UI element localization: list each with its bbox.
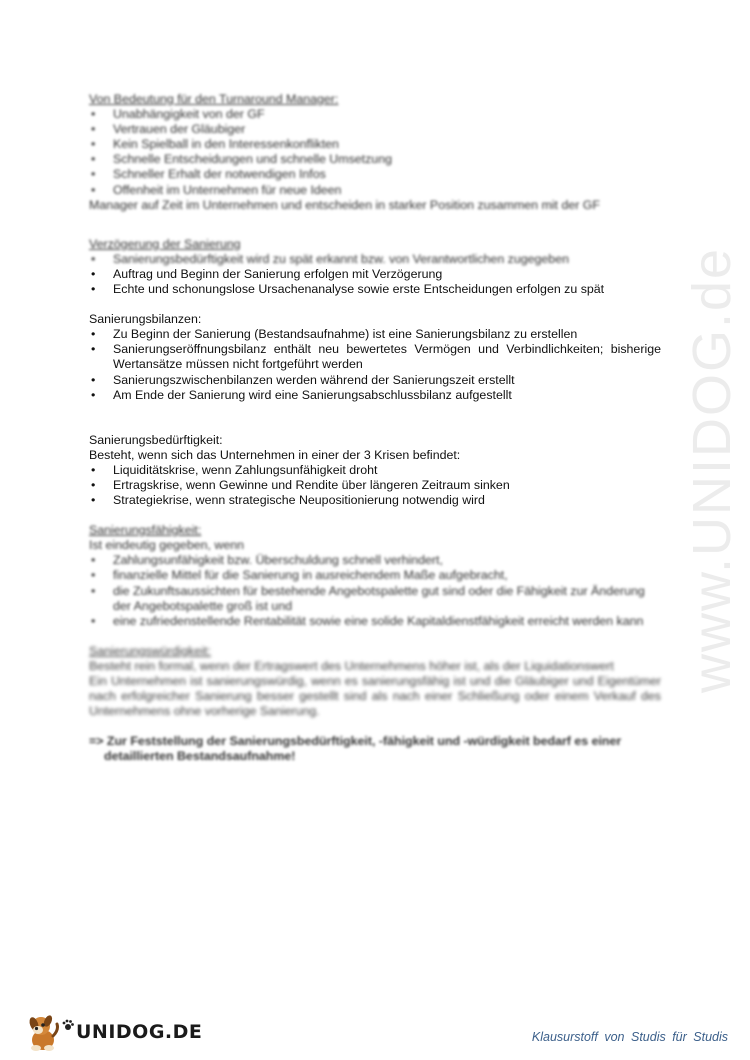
list-item: • eine zufriedenstellende Rentabilität sowie eine solide Kapitaldienstfähigkeit erreicht werden kann: [89, 614, 661, 629]
list-item: • Echte und schonungslose Ursachenanalyse sowie erste Entscheidungen erfolgen zu spät: [89, 282, 661, 297]
conclusion-note: => Zur Feststellung der Sanierungsbedürftigkeit, -fähigkeit und -würdigkeit bedarf es einer detaillierten Bestandsaufnahme!: [89, 734, 622, 764]
dog-mascot-icon: [26, 1012, 60, 1052]
list-item: • Liquiditätskrise, wenn Zahlungsunfähigkeit droht: [89, 463, 661, 478]
list-item: • die Zukunftsaussichten für bestehende Angebotspalette gut sind oder die Fähigkeit zur Änderung der Angebotspalette groß ist und: [89, 584, 661, 614]
bullet-list: [89, 553, 661, 628]
paw-icon: [62, 1019, 74, 1031]
section-heading: Sanierungsbedürftigkeit:: [89, 432, 223, 447]
paragraph: Besteht rein formal, wenn der Ertragswert des Unternehmens höher ist, als der Liquidationswert: [89, 658, 614, 673]
section-faehigkeit: [89, 523, 661, 629]
document-body: [89, 92, 661, 764]
list-item: • Am Ende der Sanierung wird eine Sanierungsabschlussbilanz aufgestellt: [89, 388, 661, 403]
list-item: • Auftrag und Beginn der Sanierung erfolgen mit Verzögerung: [89, 267, 661, 282]
paragraph: Ein Unternehmen ist sanierungswürdig, wenn es sanierungsfähig ist und die Gläubiger und Eigentümer nach erfolgreicher Sanierung besser gestellt sind als nach einer Schließung oder einem Verkauf des Unternehmens ohne vorherige Sanierung.: [89, 674, 661, 719]
bullet-list: [89, 327, 661, 402]
list-item: • Schneller Erhalt der notwendigen Infos: [89, 167, 661, 182]
list-item: • Sanierungszwischenbilanzen werden während der Sanierungszeit erstellt: [89, 373, 661, 388]
list-item: • Schnelle Entscheidungen und schnelle Umsetzung: [89, 152, 661, 167]
list-item: • Kein Spielball in den Interessenkonflikten: [89, 137, 661, 152]
section-heading: Sanierungsbilanzen:: [89, 312, 202, 327]
watermark-text: www.UNIDOG.de: [682, 246, 742, 694]
footer-logo[interactable]: [26, 1010, 202, 1054]
list-item: • Ertragskrise, wenn Gewinne und Rendite über längeren Zeitraum sinken: [89, 478, 661, 493]
bullet-list: [89, 463, 661, 508]
paragraph: Ist eindeutig gegeben, wenn: [89, 538, 245, 553]
list-item: • Zu Beginn der Sanierung (Bestandsaufnahme) ist eine Sanierungsbilanz zu erstellen: [89, 327, 661, 342]
list-item: • finanzielle Mittel für die Sanierung in ausreichendem Maße aufgebracht,: [89, 568, 661, 583]
section-heading: Verzögerung der Sanierung: [89, 236, 241, 251]
paragraph: Manager auf Zeit im Unternehmen und entscheiden in starker Position zusammen mit der GF: [89, 197, 601, 212]
section-wuerdigkeit: [89, 644, 661, 719]
list-item: • Offenheit im Unternehmen für neue Ideen: [89, 183, 661, 198]
list-item: • Sanierungsbedürftigkeit wird zu spät erkannt bzw. von Verantwortlichen zugegeben: [89, 252, 661, 267]
list-item: • Zahlungsunfähigkeit bzw. Überschuldung schnell verhindert,: [89, 553, 661, 568]
section-heading: Sanierungsfähigkeit:: [89, 523, 202, 538]
section-heading: Von Bedeutung für den Turnaround Manager:: [89, 92, 339, 106]
section-heading: Sanierungswürdigkeit:: [89, 643, 211, 658]
list-item: • Sanierungseröffnungsbilanz enthält neu bewertetes Vermögen und Verbindlichkeiten; bisherige Wertansätze müssen nicht fortgeführt werden: [89, 342, 661, 372]
list-item: • Strategiekrise, wenn strategische Neupositionierung notwendig wird: [89, 493, 661, 508]
footer-slogan: Klausurstoff von Studis für Studis: [531, 1030, 728, 1044]
section-bilanzen: [89, 312, 661, 403]
bullet-list: [89, 107, 661, 198]
bullet-list: [89, 252, 661, 297]
paragraph: Besteht, wenn sich das Unternehmen in einer der 3 Krisen befindet:: [89, 447, 461, 462]
section-verzoegerung: [89, 237, 661, 297]
section-turnaround: [89, 92, 661, 213]
logo-text: UNIDOG.DE: [76, 1021, 203, 1043]
list-item: • Vertrauen der Gläubiger: [89, 122, 661, 137]
section-beduerftigkeit: [89, 433, 661, 508]
list-item: • Unabhängigkeit von der GF: [89, 107, 661, 122]
